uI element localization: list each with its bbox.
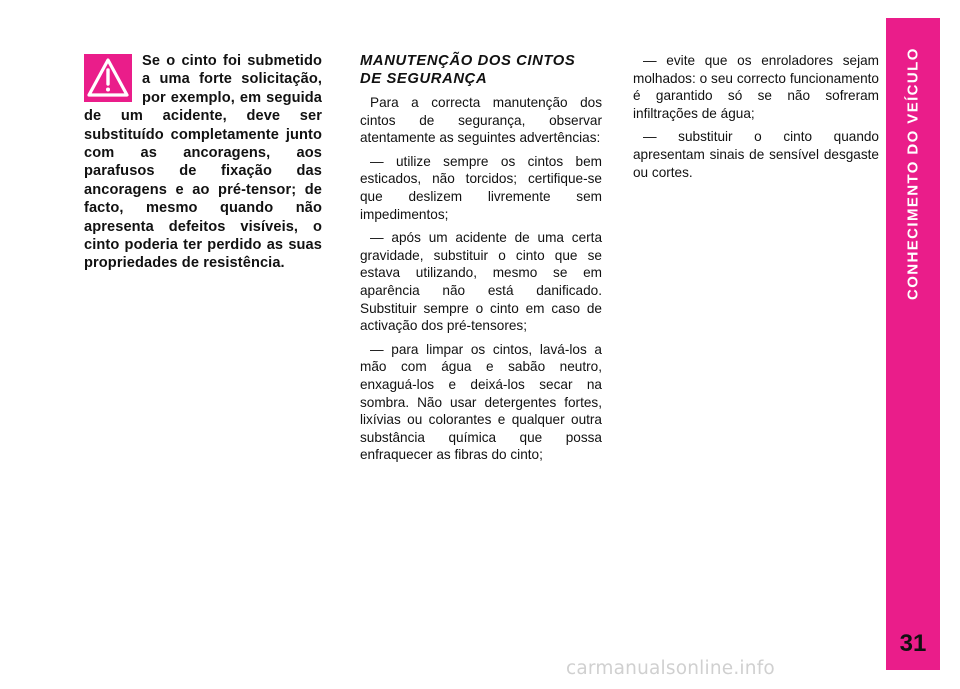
intro-paragraph: Para a correcta manutenção dos cintos de segurança, observar atentamente as seguintes advertências: [360,95,602,146]
list-item: — utilize sempre os cintos bem esticados, não torcidos; certifique-se que deslizem livremente sem impedimentos; [360,153,602,222]
warning-block [84,52,322,273]
maintenance-column-left [360,52,602,470]
chapter-title: CONHECIMENTO DO VEÍCULO [904,47,922,300]
maintenance-column-right [633,52,879,187]
section-title-line1: MANUTENÇÃO DOS CINTOS [360,53,576,69]
list-item: — para limpar os cintos, lavá-los a mão com água e sabão neutro, enxaguá-los e deixá-los secar na sombra. Não usar detergentes fortes, lixívias ou colorantes e qualquer outra substância química que possa enfraquecer as fibras do cinto; [360,341,602,463]
chapter-sidebar [886,18,940,670]
watermark: carmanualsonline.info [566,658,775,679]
list-item: — após um acidente de uma certa gravidade, substituir o cinto que se estava utilizando, mesmo se em aparência não está danificado. Substituir sempre o cinto em caso de activação dos pré-tensores; [360,230,602,334]
warning-triangle-icon [84,54,132,102]
page-number: 31 [899,630,927,657]
section-title [360,52,602,88]
list-item: — evite que os enroladores sejam molhados: o seu correcto funcionamento é garantido só se não sofreram infiltrações de água; [633,53,879,121]
list-item: — substituir o cinto quando apresentam sinais de sensível desgaste ou cortes. [633,129,879,180]
section-title-line2: DE SEGURANÇA [360,71,488,87]
warning-text: Se o cinto foi submetido a uma forte solicitação, por exemplo, em seguida de um acidente, deve ser substituído completamente junto com as ancoragens, aos parafusos de fixação das ancoragens e ao pré-tensor; de facto, mesmo quando não apresenta defeitos visíveis, o cinto poderia ter perdido as suas propriedades de resistência. [84,53,322,272]
